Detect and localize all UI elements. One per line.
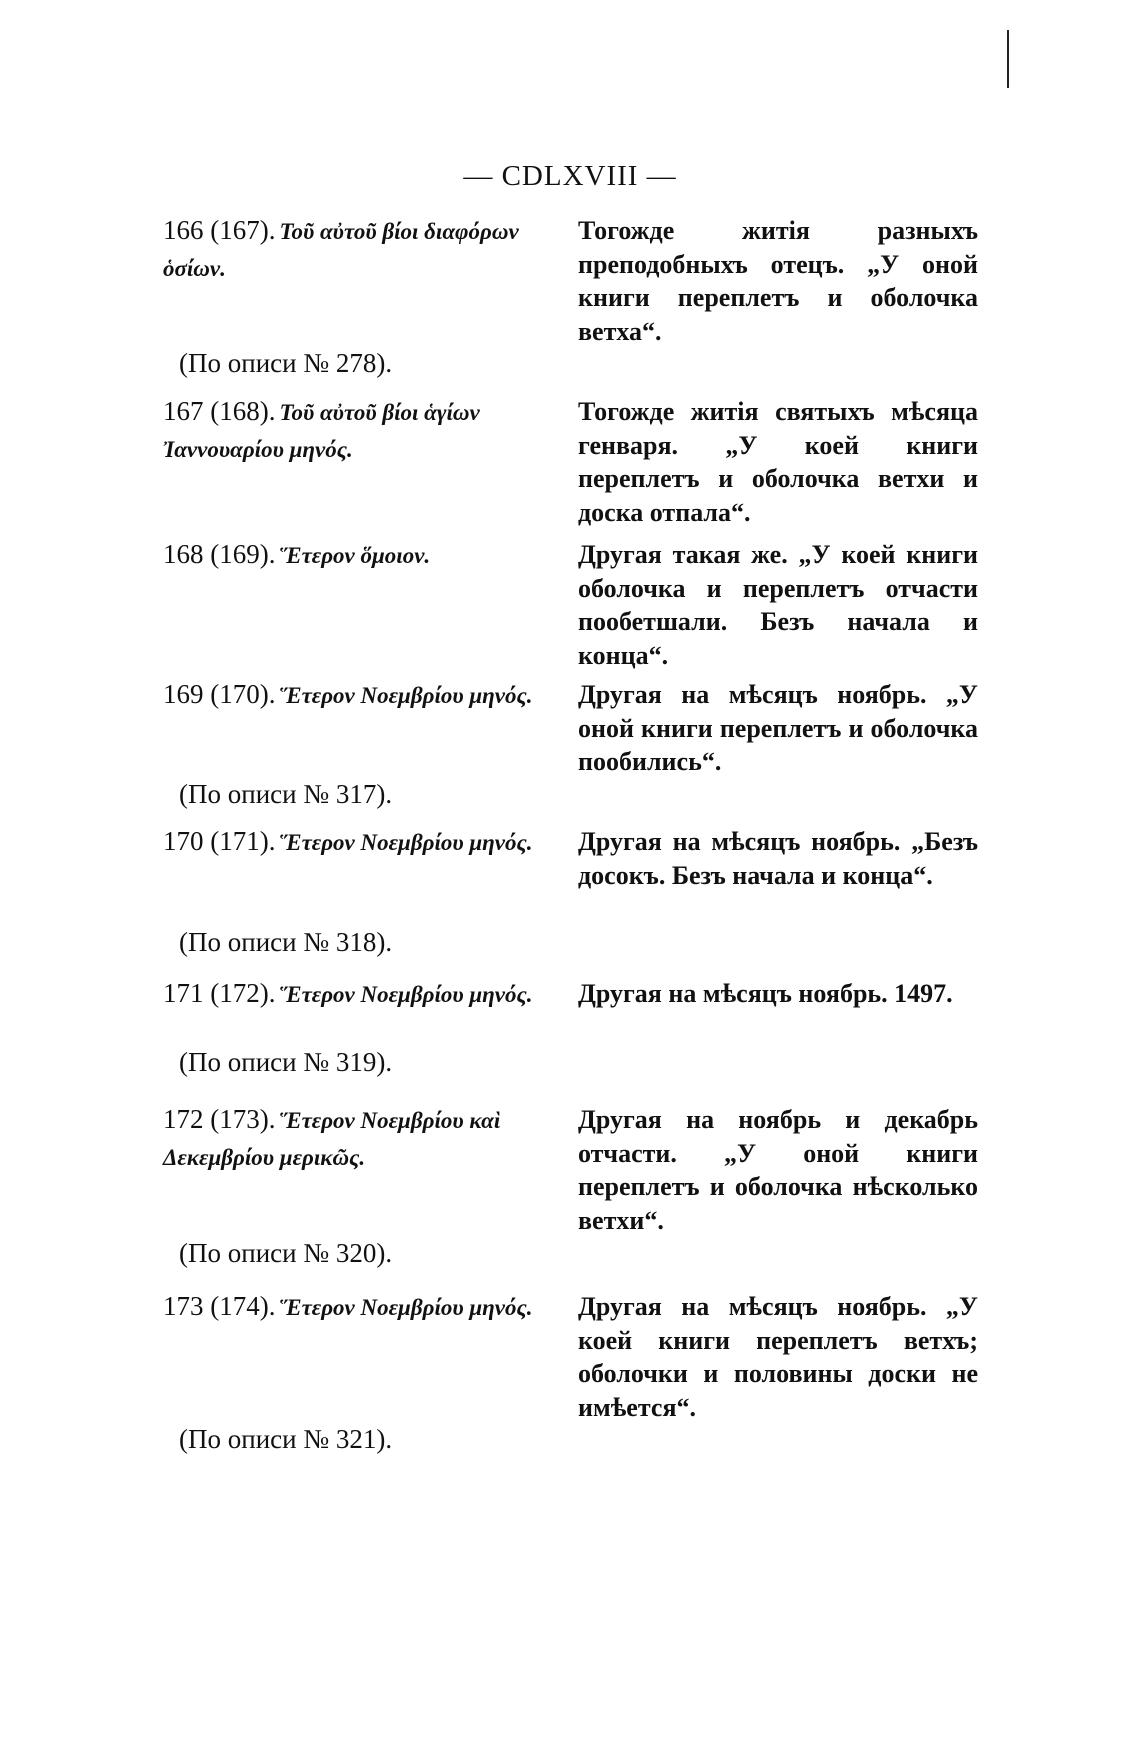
entry-greek-title: Ἕτερον Νοεμβρίου καὶ Δεκεμβρίου μερικῶς.	[163, 1108, 501, 1170]
entry-number: 168 (169).	[163, 539, 276, 569]
entry-number: 166 (167).	[163, 215, 276, 245]
entry-title	[163, 977, 563, 1015]
entry-greek-title: Ἕτερον ὅμοιον.	[279, 543, 431, 568]
entry-title	[163, 395, 563, 469]
entry-russian-description: Другая на мѣсяцъ ноябрь. „У оной книги переплетъ и оболочка пообились“.	[578, 680, 978, 776]
entry-russian-description: Другая такая же. „У коей книги оболочка и переплетъ отчасти пообетшали. Безъ начала и конца“.	[578, 540, 978, 670]
entry-inventory-ref: (По описи № 320).	[179, 1238, 393, 1268]
entry-title	[163, 214, 563, 288]
entry-number: 172 (173).	[163, 1104, 276, 1134]
entry-greek-title: Ἕτερον Νοεμβρίου μηνός.	[279, 982, 533, 1007]
entry-greek-title: Τοῦ αὐτοῦ βίοι ἁγίων Ἰαννουαρίου μηνός.	[163, 400, 480, 462]
entry-russian-description: Другая на мѣсяцъ ноябрь. „У коей книги переплетъ ветхъ; оболочки и половины доски не имѣется“.	[578, 1292, 978, 1422]
entry-russian-description: Другая на ноябрь и декабрь отчасти. „У оной книги переплетъ и оболочка нѣсколько ветхи“.	[578, 1105, 978, 1235]
entry-inventory-ref: (По описи № 278).	[179, 348, 393, 378]
entry-russian-description: Тогожде житія разныхъ преподобныхъ отецъ. „У оной книги переплетъ и оболочка ветха“.	[578, 216, 978, 346]
entry-greek-title: Ἕτερον Νοεμβρίου μηνός.	[279, 1295, 533, 1320]
page-edge-mark	[1007, 30, 1009, 88]
entry-title	[163, 538, 563, 576]
entry-number: 169 (170).	[163, 679, 276, 709]
entry-greek-title: Ἕτερον Νοεμβρίου μηνός.	[279, 683, 533, 708]
entry-greek-title: Τοῦ αὐτοῦ βίοι διαφόρων ὁσίων.	[163, 219, 519, 281]
entry-number: 171 (172).	[163, 978, 276, 1008]
entry-title	[163, 1103, 563, 1177]
entry-greek-title: Ἕτερον Νοεμβρίου μηνός.	[279, 830, 533, 855]
entry-number: 167 (168).	[163, 396, 276, 426]
entry-russian-description: Другая на мѣсяцъ ноябрь. 1497.	[578, 979, 953, 1008]
entry-russian-description: Тогожде житія святыхъ мѣсяца генваря. „У коей книги переплетъ и оболочка ветхи и доска отпала“.	[578, 397, 978, 527]
entry-inventory-ref: (По описи № 319).	[179, 1047, 393, 1077]
entry-inventory-ref: (По описи № 321).	[179, 1424, 393, 1454]
entry-russian-description: Другая на мѣсяцъ ноябрь. „Безъ досокъ. Безъ начала и конца“.	[578, 827, 978, 890]
entry-number: 173 (174).	[163, 1291, 276, 1321]
entry-inventory-ref: (По описи № 318).	[179, 927, 393, 957]
entry-title	[163, 1290, 563, 1328]
entry-title	[163, 825, 563, 863]
entry-number: 170 (171).	[163, 826, 276, 856]
entry-title	[163, 678, 563, 716]
entry-inventory-ref: (По описи № 317).	[179, 779, 393, 809]
page-number: — CDLXVIII —	[463, 160, 677, 192]
